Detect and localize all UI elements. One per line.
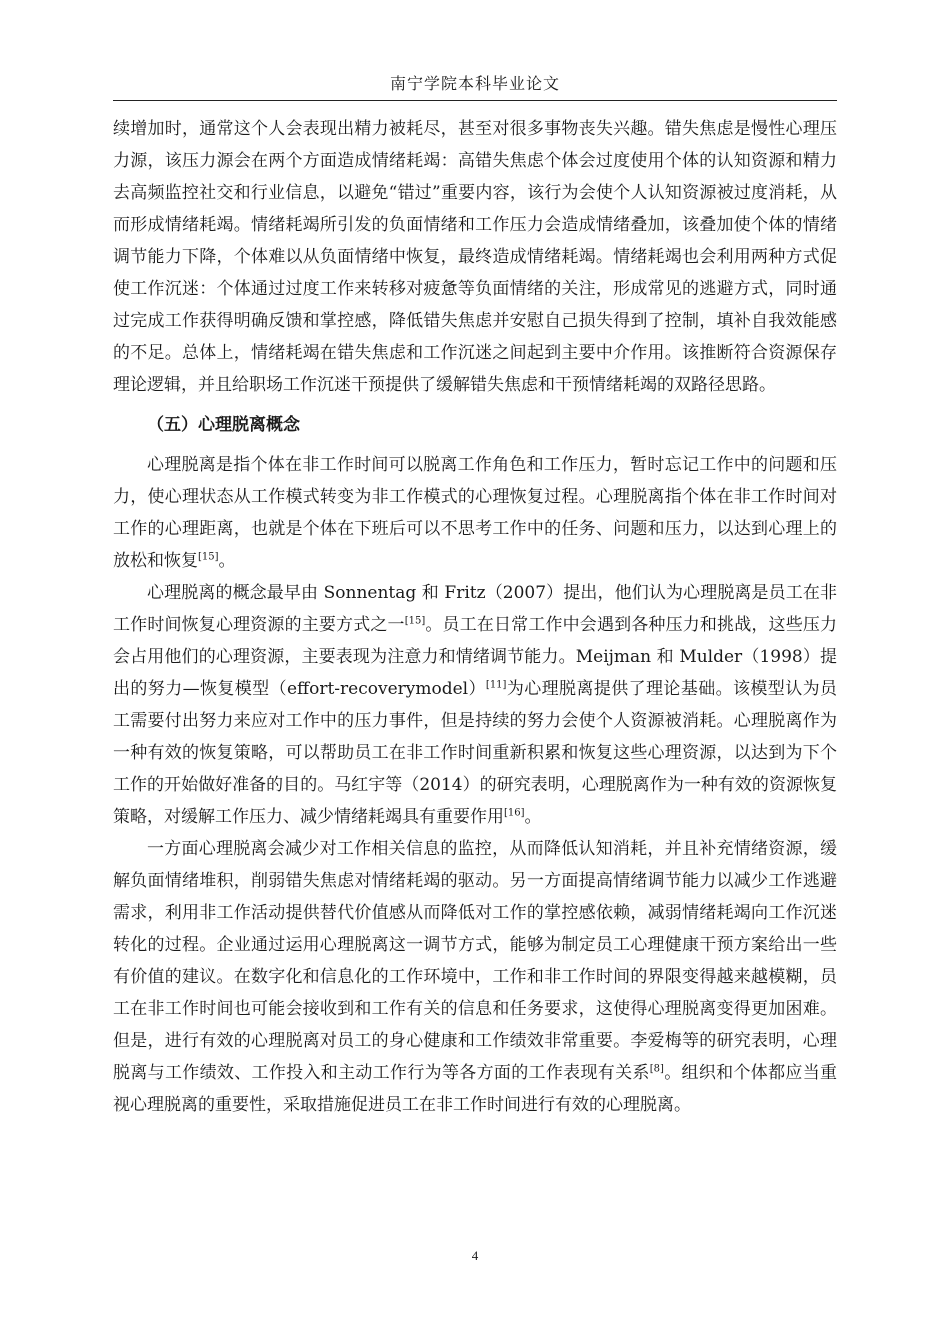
citation: [11] — [485, 679, 507, 691]
paragraph-text: 。组织和个体都应当重视心理脱离的重要性，采取措施促进员工在非工作时间进行有效的心理脱离。 — [113, 1063, 838, 1115]
citation: [15] — [198, 551, 219, 563]
paragraph-text: 心理脱离的概念最早由 Sonnentag 和 Fritz（2007）提出，他们认为心理脱离是员工在非工作时间恢复心理资源的主要方式之一 — [113, 583, 837, 635]
paragraph-effects — [113, 833, 837, 1121]
header-rule — [113, 100, 837, 101]
paragraph-text: 一方面心理脱离会减少对工作相关信息的监控，从而降低认知消耗，并且补充情绪资源，缓解负面情绪堆积，削弱错失焦虑对情绪耗竭的驱动。另一方面提高情绪调节能力以减少工作逃避需求，利用非工作活动提供替代价值感从而降低对工作的掌控感依赖，减弱情绪耗竭向工作沉迷转化的过程。企业通过运用心理脱离这一调节方式，能够为制定员工心理健康干预方案给出一些有价值的建议。在数字化和信息化的工作环境中，工作和非工作时间的界限变得越来越模糊，员工在非工作时间也可能会接收到和工作有关的信息和任务要求，这使得心理脱离变得更加困难。但是，进行有效的心理脱离对员工的身心健康和工作绩效非常重要。李爱梅等的研究表明，心理脱离与工作绩效、工作投入和主动工作行为等各方面的工作表现有关系 — [113, 839, 837, 1083]
citation: [8] — [649, 1063, 664, 1075]
page-number: 4 — [471, 1248, 479, 1263]
paragraph-text: 。 — [218, 551, 236, 571]
paragraph-text: 。 — [524, 807, 542, 827]
paragraph-origin — [113, 577, 837, 833]
section-heading: （五）心理脱离概念 — [147, 415, 300, 435]
citation: [16] — [504, 807, 525, 819]
paragraph-text: 。员工在日常工作中会遇到各种压力和挑战，这些压力会占用他们的心理资源，主要表现为注意力和情绪调节能力。Meijman 和 Mulder（1998）提出的努力—恢复模型（effort-recoverymodel） — [113, 615, 838, 699]
paragraph-text: 为心理脱离提供了理论基础。该模型认为员工需要付出努力来应对工作中的压力事件，但是持续的努力会使个人资源被消耗。心理脱离作为一种有效的恢复策略，可以帮助员工在非工作时间重新积累和恢复这些心理资源，以达到为下个工作的开始做好准备的目的。马红宇等（2014）的研究表明，心理脱离作为一种有效的资源恢复策略，对缓解工作压力、减少情绪耗竭具有重要作用 — [113, 679, 837, 827]
paragraph-definition — [113, 449, 837, 577]
running-header: 南宁学院本科毕业论文 — [389, 74, 560, 93]
paragraph-continuation: 续增加时，通常这个人会表现出精力被耗尽，甚至对很多事物丧失兴趣。错失焦虑是慢性心理压力源，该压力源会在两个方面造成情绪耗竭：高错失焦虑个体会过度使用个体的认知资源和精力去高频监控社交和行业信息，以避免“错过”重要内容，该行为会使个人认知资源被过度消耗，从而形成情绪耗竭。情绪耗竭所引发的负面情绪和工作压力会造成情绪叠加，该叠加使个体的情绪调节能力下降，个体难以从负面情绪中恢复，最终造成情绪耗竭。情绪耗竭也会利用两种方式促使工作沉迷：个体通过过度工作来转移对疲惫等负面情绪的关注，形成常见的逃避方式，同时通过完成工作获得明确反馈和掌控感，降低错失焦虑并安慰自己损失得到了控制，填补自我效能感的不足。总体上，情绪耗竭在错失焦虑和工作沉迷之间起到主要中介作用。该推断符合资源保存理论逻辑，并且给职场工作沉迷干预提供了缓解错失焦虑和干预情绪耗竭的双路径思路。 — [113, 119, 837, 395]
paragraph-text: 心理脱离是指个体在非工作时间可以脱离工作角色和工作压力，暂时忘记工作中的问题和压力，使心理状态从工作模式转变为非工作模式的心理恢复过程。心理脱离指个体在非工作时间对工作的心理距离，也就是个体在下班后可以不思考工作中的任务、问题和压力，以达到心理上的放松和恢复 — [113, 455, 837, 571]
body-text — [113, 113, 837, 1121]
citation: [15] — [404, 615, 426, 627]
